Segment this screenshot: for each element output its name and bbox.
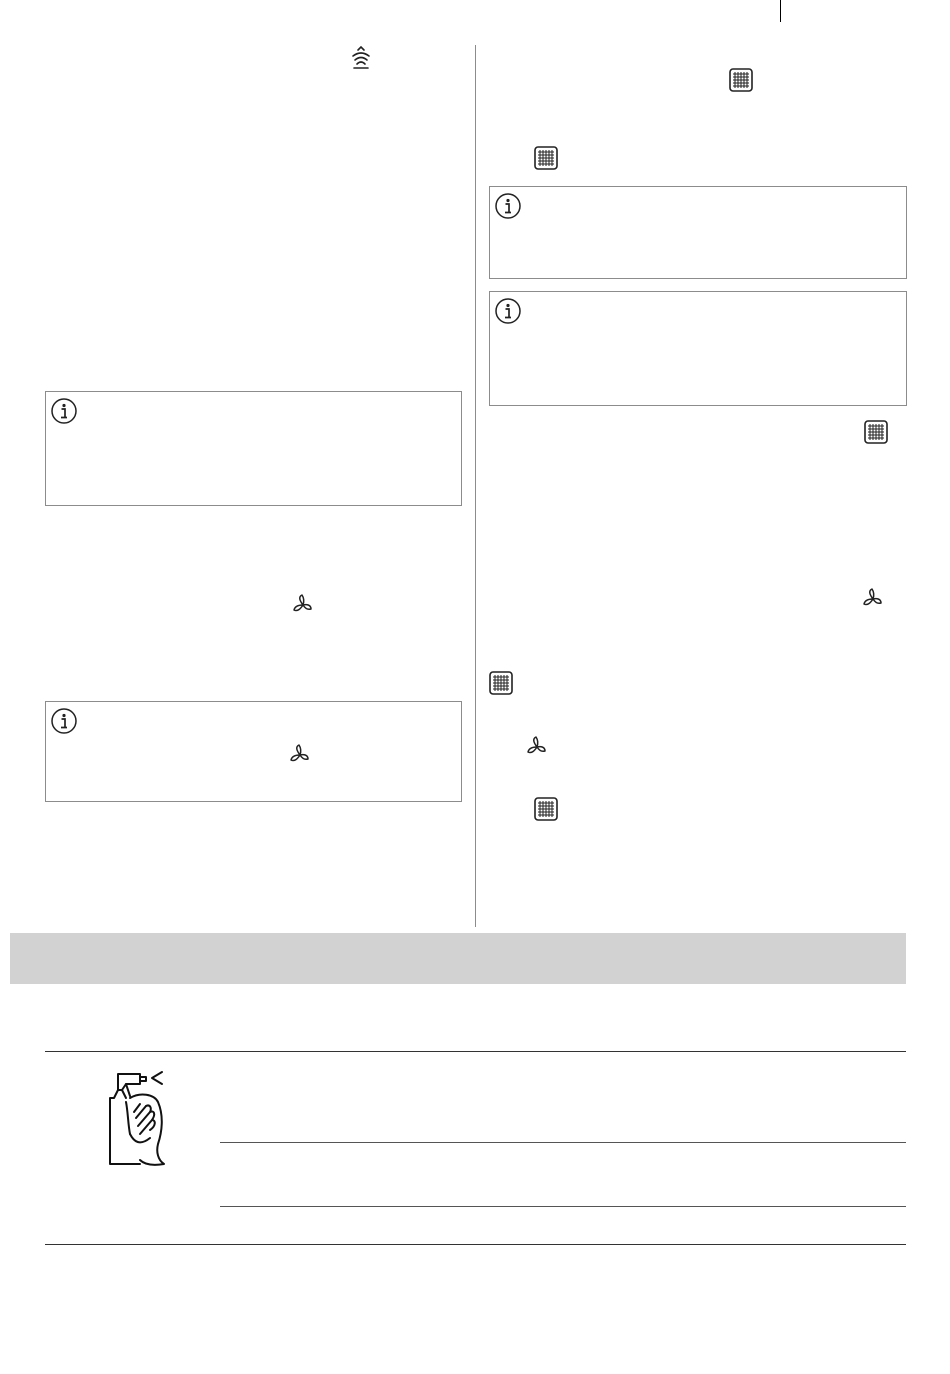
fan-icon bbox=[524, 734, 550, 760]
info-icon bbox=[495, 193, 521, 219]
info-icon bbox=[51, 708, 77, 734]
spray-and-cloth-icon bbox=[106, 1068, 168, 1168]
info-note-box bbox=[489, 186, 907, 279]
crop-mark bbox=[780, 0, 781, 22]
grease-filter-grid-icon bbox=[534, 797, 558, 821]
fan-icon bbox=[287, 742, 313, 768]
fan-icon bbox=[860, 586, 886, 612]
grease-filter-grid-icon bbox=[729, 68, 753, 92]
table-row-rule bbox=[220, 1142, 906, 1143]
grease-filter-grid-icon bbox=[864, 420, 888, 444]
fan-icon bbox=[290, 592, 316, 618]
column-divider bbox=[475, 45, 476, 927]
table-bottom-rule bbox=[45, 1244, 906, 1245]
info-icon bbox=[51, 398, 77, 424]
grease-filter-grid-icon bbox=[489, 671, 513, 695]
info-icon bbox=[495, 298, 521, 324]
hob-to-hood-icon bbox=[348, 44, 374, 70]
table-row-rule bbox=[220, 1206, 906, 1207]
info-note-box bbox=[489, 291, 907, 406]
section-heading-banner bbox=[10, 933, 906, 984]
grease-filter-grid-icon bbox=[534, 146, 558, 170]
info-note-box bbox=[45, 391, 462, 506]
table-top-rule bbox=[45, 1051, 906, 1052]
info-note-box bbox=[45, 701, 462, 802]
